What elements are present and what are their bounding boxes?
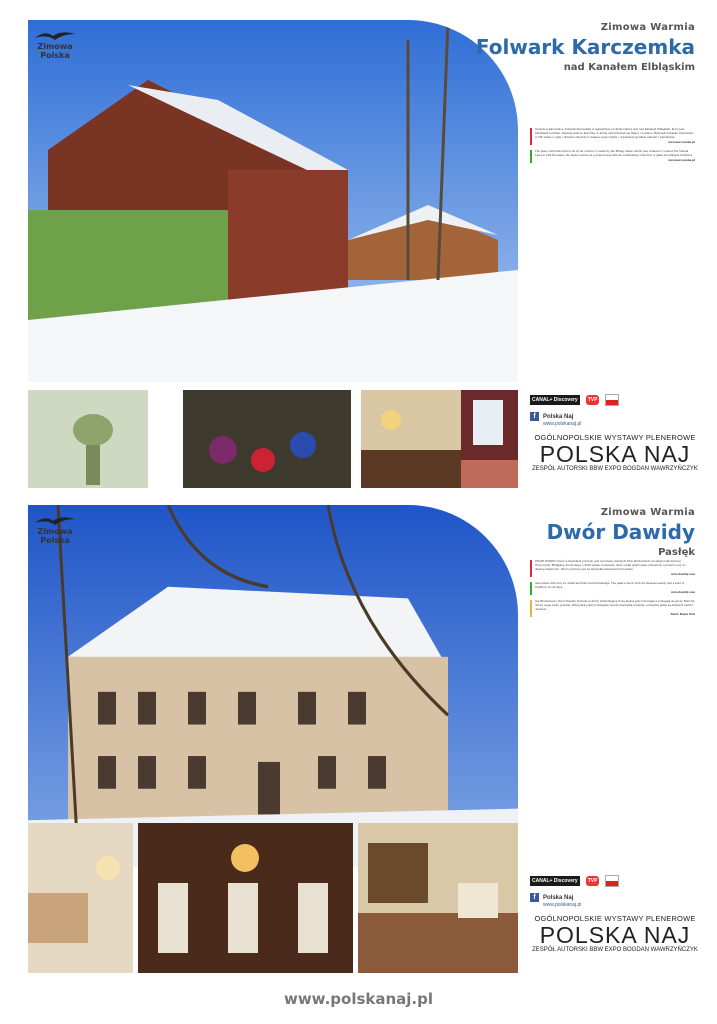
footer-website-link[interactable]: www.polskanaj.pl: [283, 990, 434, 1008]
facebook-link[interactable]: f Polska Naj: [530, 893, 700, 902]
thumbnail-strip: [28, 823, 518, 973]
thumbnail-interior-staircase: [361, 390, 461, 488]
place-label: Pasłęk: [658, 547, 695, 558]
sponsor-logos: [530, 392, 700, 408]
poland-flag-icon: [605, 875, 619, 887]
description-paragraph: DWÓR DAWIDY. Dwór w Dawidach położony jest na terenie dawnych Prus Wschodnich, na skraju malowniczej Wysoczyzny Elbląskiej. Pochodzący z XVIII wieku, budowany dwór został gruntownie odnowiony i przywrócony do dawnej świetności. Dwór położony jest na niezwykle malowniczym terenie. www.dawidy.com: [530, 560, 695, 577]
tvp-logo: TVP: [587, 397, 598, 403]
facebook-link[interactable]: f Polska Naj: [530, 412, 700, 421]
facebook-icon: f: [530, 893, 539, 902]
website-small[interactable]: www.polskanaj.pl: [543, 902, 582, 908]
website-small[interactable]: www.polskanaj.pl: [543, 421, 582, 427]
canal-logo: CANAL+ Discovery: [532, 397, 578, 403]
thumbnail-bedroom-interior: [28, 823, 133, 973]
thumbnail-fireplace-room: [358, 823, 518, 973]
region-label: Zimowa Warmia: [600, 22, 695, 33]
title-block: [476, 22, 695, 73]
zimowa-polska-logo: Zimowa Polska: [30, 28, 80, 60]
facebook-icon: f: [530, 412, 539, 421]
sponsor-logos: [530, 873, 700, 889]
poland-flag-icon: [605, 394, 619, 406]
thumbnail-glass-still-life: [28, 390, 148, 488]
thumbnail-chandelier-hall: [138, 823, 353, 973]
thumbnail-bedroom-window: [461, 390, 518, 488]
tvp-logo: TVP: [587, 878, 598, 884]
page-title: Dwór Dawidy: [546, 520, 695, 544]
hero-photo-dawidy: [28, 505, 518, 867]
sponsors-block: [530, 873, 700, 953]
exhibit-panel-karczemka: [0, 20, 717, 488]
canal-logo: CANAL+ Discovery: [532, 878, 578, 884]
sponsors-block: [530, 392, 700, 472]
description-paragraph: Stodoła w Karczemce. Folwark Karczemka w sąsiedztwie pochylni Całuny leży nad Kanałem Elbląskim, który jest zabytkiem techniki. Dawniej stała tu karczma, w której zatrzymywali się flisacy i woźnice. Budynek folwarku zbudowano w XIX wieku z cegły i drewna. Obecnie to miejsce wypoczynku i organizacji spotkań, szkoleń i warsztatów. www.karczemka.pl: [530, 128, 695, 145]
page-title: Folwark Karczemka: [475, 35, 695, 59]
description-column: [530, 560, 695, 622]
description-paragraph: The place with historical roots in old custom. Located by the Elbląg Canal, which was created to connect the Vistula Lagoon with the lakes, the manor serves as a guest house with an outstanding collection of glass and antique furniture. www.karczemka.pl: [530, 150, 695, 163]
thumbnail-crystal-collection: [183, 390, 351, 488]
polska-naj-brand: OGÓLNOPOLSKIE WYSTAWY PLENEROWE POLSKA NAJ ZESPÓŁ AUTORSKI BBW EXPO BOGDAN WAWRZYŃCZYK: [532, 433, 698, 472]
exhibit-panel-dawidy: [0, 505, 717, 973]
region-label: Zimowa Warmia: [600, 507, 695, 518]
description-paragraph: Associated with love for detail and historical furnishings. The palace lies in both its timeless beauty and a kind of tradition on old days. www.dawidy.com: [530, 582, 695, 595]
thumbnail-strip: [28, 390, 518, 488]
title-block: [547, 507, 695, 558]
description-column: [530, 128, 695, 168]
zimowa-polska-logo: Zimowa Polska: [30, 513, 80, 545]
hero-photo-karczemka: [28, 20, 518, 382]
polska-naj-brand: OGÓLNOPOLSKIE WYSTAWY PLENEROWE POLSKA NAJ ZESPÓŁ AUTORSKI BBW EXPO BOGDAN WAWRZYŃCZYK: [532, 914, 698, 953]
place-label: nad Kanałem Elbląskim: [563, 62, 695, 73]
description-paragraph: Jan Bruderneck / Dwór Dawidy. Podczas podróży zatrzymujących się kiedyś przy tym miejscu rozlegają się głosy. Historia dworu sięga wielu pokoleń. Zimą park pokryty śniegiem tworzy niezwykłą scenerię, a wnętrza pełne są dawnych mebli i obrazów. Tekst: Beata Wut: [530, 600, 695, 617]
